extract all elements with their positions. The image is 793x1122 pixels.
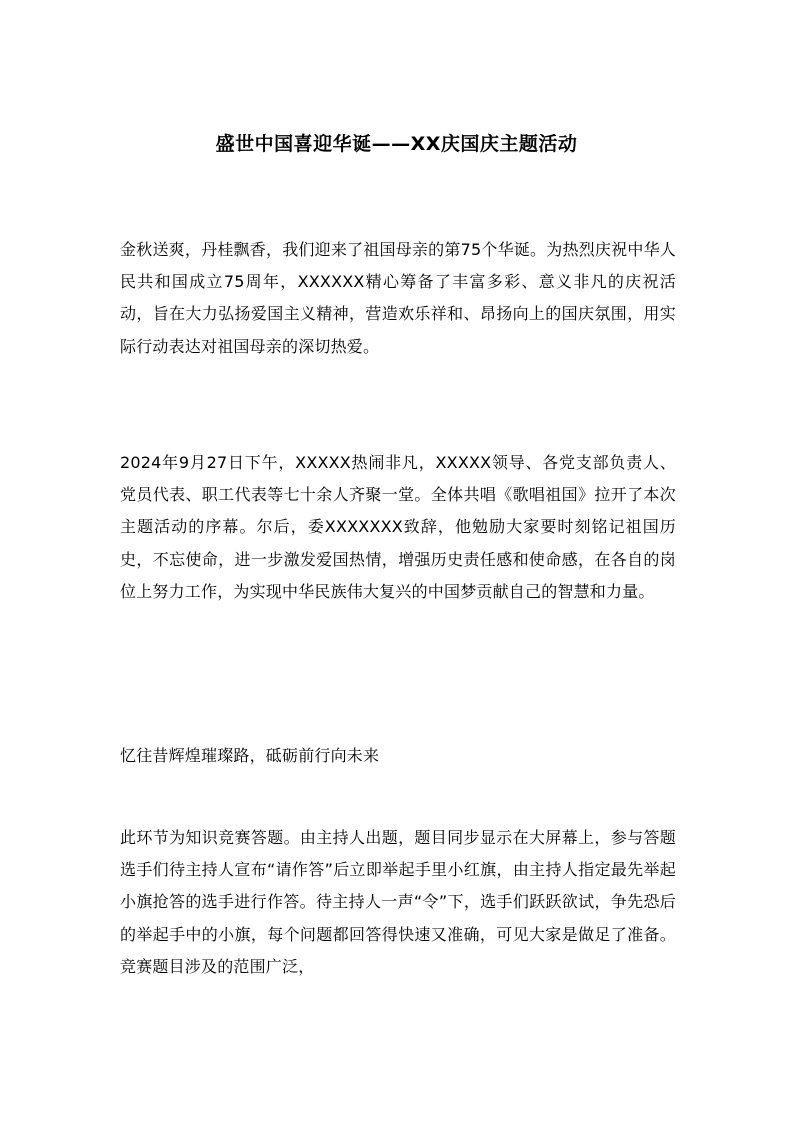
paragraph-event: 2024年9月27日下午，XXXXX热闹非凡，XXXXX领导、各党支部负责人、党员代表、职工代表等七十余人齐聚一堂。全体共唱《歌唱祖国》拉开了本次主题活动的序幕。尔后，委XXXXXXX致辞，他勉励大家要时刻铭记祖国历史，不忘使命，进一步激发爱国热情，增强历史责任感和使命感，在各自的岗位上努力工作，为实现中华民族伟大复兴的中国梦贡献自己的智慧和力量。 [120,453,676,601]
document-title: 盛世中国喜迎华诞——XX庆国庆主题活动 [215,133,578,155]
paragraph-intro: 金秋送爽，丹桂飘香，我们迎来了祖国母亲的第75个华诞。为热烈庆祝中华人民共和国成立75周年，XXXXXX精心筹备了丰富多彩、意义非凡的庆祝活动，旨在大力弘扬爱国主义精神，营造欢乐祥和、昂扬向上的国庆氛围，用实际行动表达对祖国母亲的深切热爱。 [120,240,676,356]
section-heading: 忆往昔辉煌璀璨路，砥砺前行向未来 [120,746,380,765]
paragraph-quiz: 此环节为知识竞赛答题。由主持人出题，题目同步显示在大屏幕上，参与答题选手们待主持人宣布“请作答”后立即举起手里小红旗，由主持人指定最先举起小旗抢答的选手进行作答。待主持人一声“令”下，选手们跃跃欲试，争先恐后的举起手中的小旗，每个问题都回答得快速又准确，可见大家是做足了准备。竞赛题目涉及的范围广泛， [120,828,676,976]
